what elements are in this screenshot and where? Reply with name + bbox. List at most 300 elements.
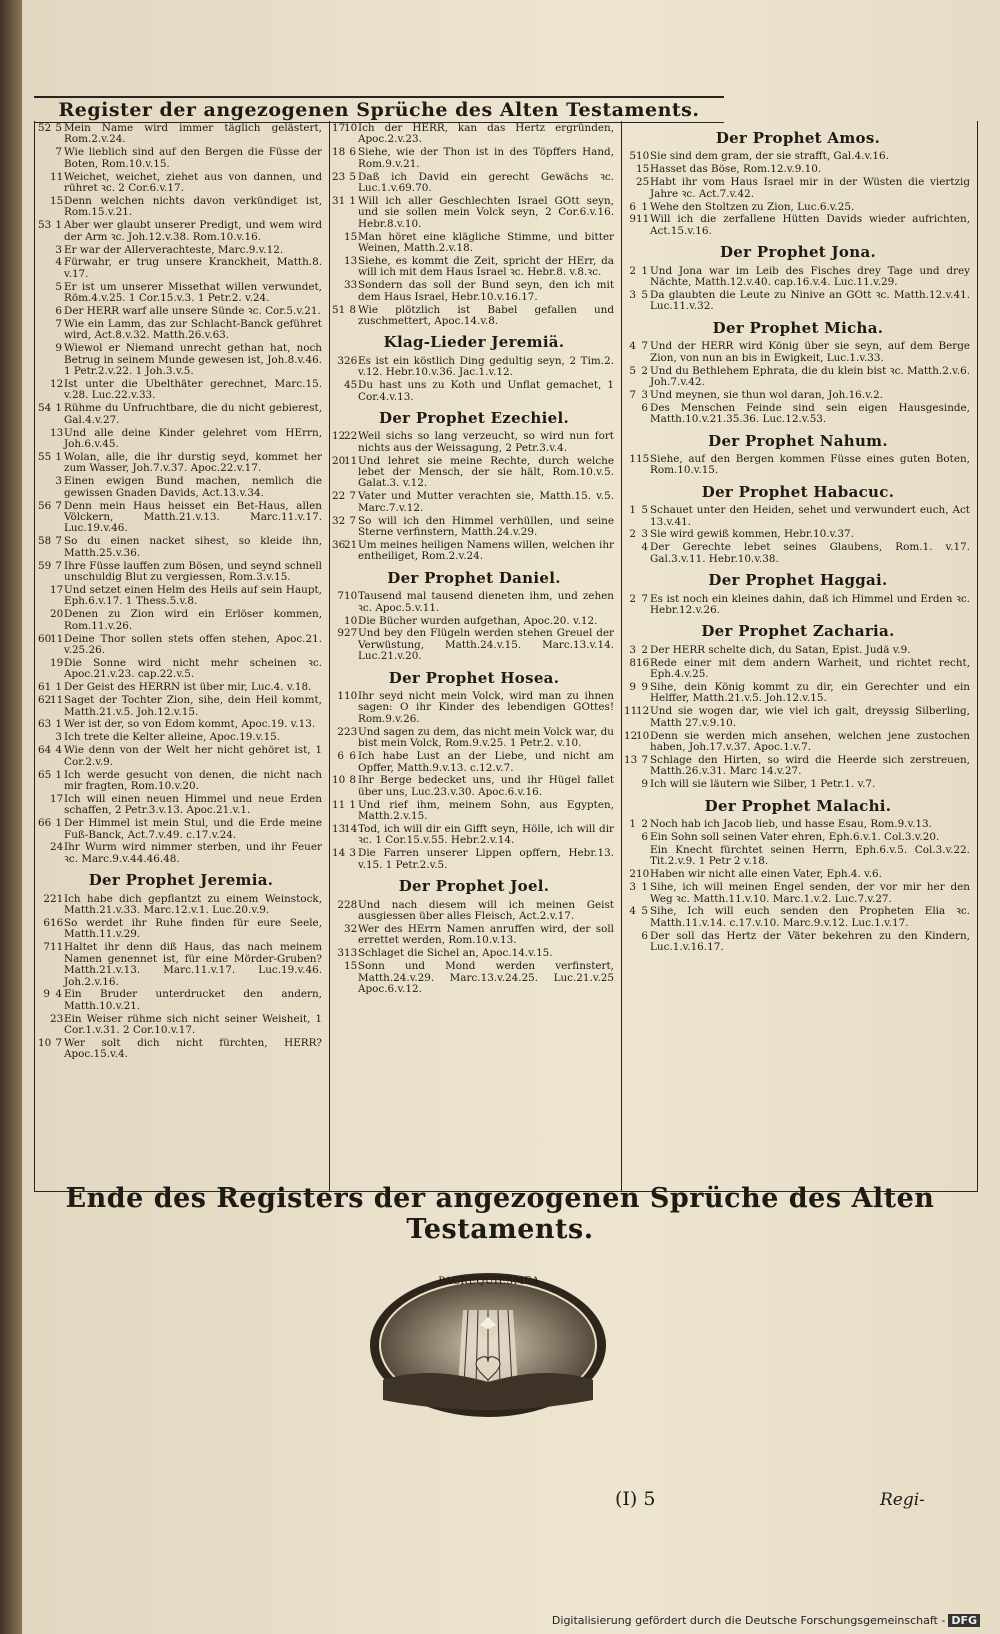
- verse-number: 10: [636, 868, 650, 881]
- entry-text: Und bey den Flügeln werden stehen Greuel der Verwüstung, Matth.24.v.15. Marc.13.v.14. Luc.21.v.20.: [358, 627, 614, 663]
- verse-number: 2: [641, 818, 648, 831]
- verse-number: 5: [55, 280, 62, 293]
- chapter-number: 3: [337, 947, 344, 960]
- vignette-motto: PACREQUIESMEA: [438, 1276, 540, 1287]
- entry-text: Sihe, Ich will euch senden den Propheten Elia ꝛc. Matth.11.v.14. c.17.v.10. Marc.9.v.12. Luc.1.v.17.: [650, 905, 970, 929]
- chapter-number: 61: [38, 681, 52, 694]
- register-entry: [40, 343, 322, 377]
- entry-text: Wer solt dich nicht fürchten, HERR? Apoc.15.v.4.: [64, 1037, 322, 1061]
- register-entry: [40, 306, 322, 317]
- entry-text: Da glaubten die Leute zu Ninive an GOtt ꝛc. Matth.12.v.41. Luc.11.v.32.: [650, 288, 970, 313]
- prophet-section-heading: Der Prophet Jona.: [719, 243, 876, 262]
- chapter-number: 2: [43, 892, 50, 905]
- verse-number: 11: [50, 694, 64, 707]
- chapter-number: 7: [43, 941, 50, 954]
- entry-text: Ihr seyd nicht mein Volck, wird man zu ihnen sagen: O ihr Kinder des lebendigen GOttes! Rom.9.v.26.: [358, 690, 614, 725]
- register-entry: [334, 147, 614, 170]
- chapter-number: 9: [629, 681, 636, 694]
- register-entry: [40, 220, 322, 243]
- chapter-number: 6: [43, 917, 50, 929]
- prophet-section-heading: Der Prophet Micha.: [712, 318, 884, 337]
- register-entry: [40, 695, 322, 718]
- register-entry: [334, 356, 614, 379]
- entry-text: Die Sonne wird nicht mehr scheinen ꝛc. Apoc.21.v.23. cap.22.v.5.: [64, 656, 322, 681]
- register-entry: [334, 123, 614, 146]
- chapter-number: 1: [337, 690, 344, 703]
- register-end-title: Ende des Registers der angezogenen Sprüche des Alten Testaments.: [65, 1183, 935, 1245]
- register-entry: [40, 536, 322, 559]
- verse-number: 17: [50, 583, 64, 596]
- verse-number: 16: [50, 917, 64, 929]
- entry-text: Die Bücher wurden aufgethan, Apoc.20. v.12.: [358, 614, 598, 627]
- verse-number: 7: [55, 1037, 62, 1050]
- chapter-number: 18: [332, 146, 346, 159]
- register-entry: [626, 832, 970, 843]
- register-entry: [334, 540, 614, 563]
- register-entry: [334, 900, 614, 923]
- prophet-section-heading: Der Prophet Haggai.: [708, 571, 888, 590]
- verse-number: 20: [50, 608, 64, 621]
- entry-text: Mein Name wird immer täglich gelästert, Rom.2.v.24.: [64, 122, 322, 146]
- verse-number: 5: [55, 122, 62, 134]
- chapter-number: 58: [38, 535, 52, 548]
- verse-number: 1: [55, 718, 62, 731]
- verse-number: 5: [641, 288, 648, 301]
- verse-number: 7: [641, 592, 648, 605]
- entry-text: Will ich aller Geschlechten Israel GOtt seyn, und sie sollen mein Volck seyn, 2 Cor.6.v.16. Hebr.8.v.10.: [358, 194, 614, 230]
- prophet-section-heading: Der Prophet Ezechiel.: [379, 408, 569, 427]
- entry-text: Man höret eine klägliche Stimme, und bitter Weinen, Matth.2.v.18.: [358, 230, 614, 255]
- verse-number: 5: [641, 504, 648, 517]
- chapter-number: 3: [337, 354, 344, 367]
- entry-text: Ich habe Lust an der Liebe, und nicht am Opffer, Matth.9.v.13. c.12.v.7.: [358, 750, 614, 774]
- verse-number: 1: [349, 194, 356, 207]
- chapter-number: 1: [629, 818, 636, 831]
- chapter-number: 12: [332, 430, 346, 443]
- verse-number: 10: [344, 122, 358, 134]
- prophet-section-heading: Der Prophet Jeremia.: [88, 871, 274, 890]
- register-entry: [334, 824, 614, 847]
- verse-number: 1: [55, 450, 62, 463]
- register-entry: [334, 431, 614, 454]
- catchword: Regi-: [880, 1490, 925, 1510]
- verse-number: 3: [349, 847, 356, 860]
- verse-number: 11: [636, 213, 650, 226]
- register-entry: [626, 906, 970, 929]
- verse-number: 1: [55, 402, 62, 415]
- chapter-number: 66: [38, 817, 52, 830]
- register-entry: [40, 658, 322, 681]
- chapter-number: 59: [38, 559, 52, 572]
- entry-text: Ein Knecht fürchtet seinen Herrn, Eph.6.v.5. Col.3.v.22. Tit.2.v.9. 1 Petr 2 v.18.: [650, 843, 970, 868]
- register-entry: [40, 319, 322, 342]
- register-entry: [626, 403, 970, 426]
- verse-number: 15: [50, 194, 64, 207]
- entry-text: Denn welchen nichts davon verkündiget ist, Rom.15.v.21.: [64, 194, 322, 219]
- entry-text: Tausend mal tausend dieneten ihm, und zehen ꝛc. Apoc.5.v.11.: [358, 590, 614, 614]
- entry-text: Sie sind dem gram, der sie strafft, Gal.4.v.16.: [650, 150, 889, 163]
- entry-text: Der HERR schelte dich, du Satan, Epist. Judä v.9.: [650, 643, 911, 656]
- verse-number: 7: [641, 753, 648, 766]
- entry-text: Ein Weiser rühme sich nicht seiner Weisheit, 1 Cor.1.v.31. 2 Cor.10.v.17.: [64, 1012, 322, 1037]
- chapter-number: 2: [337, 898, 344, 911]
- prophet-section-heading: Der Prophet Zacharia.: [701, 622, 895, 641]
- register-entry: [334, 628, 614, 662]
- entry-text: Wiewol er Niemand unrecht gethan hat, noch Betrug in seinem Munde gewesen ist, Joh.8.v.46. 1 Petr.2.v.22. 1 Joh.3.v.5.: [64, 342, 322, 378]
- verse-number: 8: [349, 774, 356, 787]
- entry-text: Ich der HERR, kan das Hertz ergründen, Apoc.2.v.23.: [358, 122, 614, 146]
- register-entry: [626, 214, 970, 237]
- register-entry: [626, 731, 970, 754]
- verse-number: 10: [636, 150, 650, 163]
- register-entry: [334, 491, 614, 514]
- entry-text: Und du Bethlehem Ephrata, die du klein bist ꝛc. Matth.2.v.6. Joh.7.v.42.: [650, 364, 970, 388]
- verse-number: 4: [641, 541, 648, 554]
- prophet-section-heading: Der Prophet Daniel.: [387, 568, 561, 587]
- verse-number: 21: [344, 539, 358, 551]
- chapter-number: 2: [629, 264, 636, 277]
- entry-text: Ihre Füsse lauffen zum Bösen, und seynd schnell unschuldig Blut zu vergiessen, Rom.3.v.15.: [64, 559, 322, 584]
- register-entry: [334, 280, 614, 303]
- verse-number: 7: [55, 146, 62, 159]
- register-entry: [626, 505, 970, 528]
- register-column-middle: [334, 123, 614, 997]
- entry-text: Es ist noch ein kleines dahin, daß ich Himmel und Erden ꝛc. Hebr.12.v.26.: [650, 592, 970, 616]
- register-entry: [334, 691, 614, 725]
- entry-text: Ich habe dich gepflantzt zu einem Weinstock, Matth.21.v.33. Marc.12.v.1. Luc.20.v.9.: [64, 892, 322, 917]
- digitization-footer: [552, 1614, 980, 1627]
- verse-number: 9: [641, 778, 648, 791]
- register-entry: [626, 151, 970, 162]
- register-entry: [40, 147, 322, 170]
- entry-text: So werdet ihr Ruhe finden für eure Seele, Matth.11.v.29.: [64, 917, 322, 941]
- register-entry: [334, 172, 614, 195]
- entry-text: Und rief ihm, meinem Sohn, aus Egypten, Matth.2.v.15.: [358, 798, 614, 823]
- verse-number: 1: [55, 219, 62, 232]
- entry-text: Wer ist der, so von Edom kommt, Apoc.19. v.13.: [64, 718, 316, 731]
- verse-number: 5: [349, 170, 356, 183]
- verse-number: 9: [641, 681, 648, 694]
- register-entry: [626, 706, 970, 729]
- entry-text: Schlaget die Sichel an, Apoc.14.v.15.: [358, 947, 553, 960]
- chapter-number: 31: [332, 194, 346, 207]
- verse-number: 22: [344, 430, 358, 443]
- signature-mark: (I) 5: [615, 1488, 656, 1510]
- register-entry: [40, 561, 322, 584]
- verse-number: 9: [55, 342, 62, 355]
- verse-number: 7: [55, 499, 62, 512]
- chapter-number: 3: [629, 643, 636, 656]
- chapter-number: 53: [38, 219, 52, 232]
- entry-text: Wie ein Lamm, das zur Schlacht-Banck geführet wird, Act.8.v.32. Matth.26.v.63.: [64, 318, 322, 342]
- entry-text: Wie plötzlich ist Babel gefallen und zuschmettert, Apoc.14.v.8.: [358, 303, 614, 327]
- register-entry: [626, 645, 970, 656]
- entry-text: Will ich die zerfallene Hütten Davids wieder aufrichten, Act.15.v.16.: [650, 213, 970, 237]
- register-entry: [40, 452, 322, 475]
- register-entry: [626, 266, 970, 289]
- chapter-number: 4: [629, 905, 636, 918]
- chapter-number: 11: [332, 798, 346, 811]
- chapter-number: 2: [337, 725, 344, 738]
- verse-number: 24: [50, 841, 64, 854]
- entry-text: Denn sie werden mich ansehen, welchen jene zustochen haben, Joh.17.v.37. Apoc.1.v.7.: [650, 729, 970, 754]
- chapter-number: 10: [38, 1037, 52, 1050]
- prophet-section-heading: Der Prophet Joel.: [398, 877, 550, 896]
- verse-number: 12: [50, 378, 64, 391]
- verse-number: 6: [349, 750, 356, 763]
- chapter-number: 1: [629, 452, 636, 465]
- entry-text: Rühme du Unfruchtbare, die du nicht gebierest, Gal.4.v.27.: [64, 402, 322, 426]
- entry-text: Der Himmel ist mein Stul, und die Erde meine Fuß-Banck, Act.7.v.49. c.17.v.24.: [64, 817, 322, 841]
- entry-text: Siehe, es kommt die Zeit, spricht der HErr, da will ich mit dem Haus Israel ꝛc. Hebr.8. v.8.ꝛc.: [358, 254, 614, 279]
- chapter-number: 64: [38, 744, 52, 757]
- chapter-number: 63: [38, 718, 52, 731]
- entry-text: Haben wir nicht alle einen Vater, Eph.4. v.6.: [650, 868, 882, 881]
- verse-number: 15: [344, 960, 358, 973]
- verse-number: 19: [50, 656, 64, 669]
- register-entry: [40, 842, 322, 865]
- chapter-number: 7: [337, 590, 344, 603]
- chapter-number: 13: [332, 823, 346, 836]
- chapter-number: 5: [629, 364, 636, 377]
- dfg-logo: DFG: [948, 1614, 980, 1627]
- entry-text: Ein Sohn soll seinen Vater ehren, Eph.6.v.1. Col.3.v.20.: [650, 831, 940, 843]
- verse-number: 1: [349, 798, 356, 811]
- verse-number: 14: [344, 823, 358, 836]
- chapter-number: 51: [332, 303, 346, 316]
- chapter-number: 13: [624, 753, 638, 766]
- verse-number: 16: [636, 656, 650, 669]
- verse-number: 1: [641, 200, 648, 213]
- chapter-number: 4: [629, 340, 636, 353]
- entry-text: Und der HERR wird König über sie seyn, auf dem Berge Zion, von nun an bis in Ewigkeit, Luc.1.v.33.: [650, 340, 970, 364]
- verse-number: 4: [55, 256, 62, 269]
- register-entry: [334, 800, 614, 823]
- verse-number: 23: [50, 1012, 64, 1025]
- chapter-number: 17: [332, 122, 346, 134]
- footer-text: Digitalisierung gefördert durch die Deutsche Forschungsgemeinschaft -: [551, 1614, 946, 1627]
- entry-text: Sie wird gewiß kommen, Hebr.10.v.37.: [650, 528, 854, 541]
- register-entry: [40, 634, 322, 657]
- verse-number: 7: [641, 340, 648, 353]
- register-entry: [626, 594, 970, 617]
- register-entry: [40, 719, 322, 730]
- verse-number: 33: [344, 279, 358, 292]
- entry-text: Und alle deine Kinder gelehret vom HErrn, Joh.6.v.45.: [64, 426, 322, 451]
- column-rule: [329, 121, 330, 1191]
- register-entry: [334, 775, 614, 798]
- register-entry: [40, 609, 322, 632]
- entry-text: Und nach diesem will ich meinen Geist ausgiessen über alles Fleisch, Act.2.v.17.: [358, 898, 614, 922]
- entry-text: Wehe den Stoltzen zu Zion, Luc.6.v.25.: [650, 200, 855, 213]
- chapter-number: 10: [332, 774, 346, 787]
- entry-text: Noch hab ich Jacob lieb, und hasse Esau, Rom.9.v.13.: [650, 818, 932, 831]
- verse-number: 7: [349, 514, 356, 527]
- verse-number: 10: [636, 729, 650, 742]
- register-entry: [334, 948, 614, 959]
- entry-text: Siehe, auf den Bergen kommen Füsse eines guten Boten, Rom.10.v.15.: [650, 452, 970, 477]
- register-entry: [334, 727, 614, 750]
- register-entry: [626, 658, 970, 681]
- register-entry: [626, 177, 970, 200]
- verse-number: 3: [641, 388, 648, 401]
- register-entry: [626, 542, 970, 565]
- entry-text: Schauet unter den Heiden, sehet und verwundert euch, Act 13.v.41.: [650, 504, 970, 528]
- register-column-right: [626, 123, 970, 955]
- chapter-number: 6: [337, 750, 344, 763]
- verse-number: 7: [349, 490, 356, 503]
- entry-text: Denn mein Haus heisset ein Bet-Haus, allen Völckern, Matth.21.v.13. Marc.11.v.17. Luc.19.v.46.: [64, 499, 322, 535]
- register-entry: [626, 290, 970, 313]
- register-entry: [334, 196, 614, 230]
- entry-text: Der HERR warf alle unsere Sünde ꝛc. Cor.5.v.21.: [64, 305, 321, 318]
- chapter-number: 5: [629, 150, 636, 163]
- verse-number: 1: [641, 881, 648, 894]
- chapter-number: 2: [629, 868, 636, 881]
- register-entry: [40, 682, 322, 693]
- chapter-number: 23: [332, 170, 346, 183]
- register-entry: [626, 202, 970, 213]
- entry-text: So du einen nacket sihest, so kleide ihn, Matth.25.v.36.: [64, 535, 322, 559]
- chapter-number: 7: [629, 388, 636, 401]
- chapter-number: 6: [629, 200, 636, 213]
- entry-text: Daß ich David ein gerecht Gewächs ꝛc. Luc.1.v.69.70.: [358, 170, 614, 195]
- verse-number: 2: [641, 364, 648, 377]
- entry-text: Einen ewigen Bund machen, nemlich die gewissen Gnaden Davids, Act.13.v.34.: [64, 475, 322, 499]
- prophet-section-heading: Der Prophet Habacuc.: [701, 482, 895, 501]
- chapter-number: 32: [332, 514, 346, 527]
- entry-text: Tod, ich will dir ein Gifft seyn, Hölle, ich will dir ꝛc. 1 Cor.15.v.55. Hebr.2.v.14.: [358, 823, 614, 847]
- entry-text: Ich will sie läutern wie Silber, 1 Petr.1. v.7.: [650, 778, 876, 791]
- verse-number: 15: [344, 230, 358, 243]
- chapter-number: 11: [624, 705, 638, 718]
- entry-text: Und sie wogen dar, wie viel ich galt, dreyssig Silberling, Matth 27.v.9.10.: [650, 705, 970, 729]
- register-entry: [40, 989, 322, 1012]
- verse-number: 23: [344, 725, 358, 738]
- verse-number: 17: [50, 792, 64, 805]
- register-entry: [40, 1014, 322, 1037]
- verse-number: 26: [344, 354, 358, 367]
- register-entry: [626, 454, 970, 477]
- prophet-section-heading: Der Prophet Hosea.: [388, 668, 560, 687]
- entry-text: Wolan, alle, die ihr durstig seyd, kommet her zum Wasser, Joh.7.v.37. Apoc.22.v.17.: [64, 450, 322, 475]
- entry-text: Die Farren unserer Lippen opffern, Hebr.13. v.15. 1 Petr.2.v.5.: [358, 847, 614, 871]
- entry-text: Des Menschen Feinde sind sein eigen Hausgesinde, Matth.10.v.21.35.36. Luc.12.v.53.: [650, 401, 970, 426]
- verse-number: 5: [641, 905, 648, 918]
- register-entry: [626, 882, 970, 905]
- verse-number: 11: [50, 170, 64, 183]
- verse-number: 1: [55, 768, 62, 781]
- register-entry: [40, 123, 322, 146]
- entry-text: Haltet ihr denn diß Haus, das nach meinem Namen genennet ist, für eine Mörder-Gruben? Matth.21.v.13. Marc.11.v.17. Luc.19.v.46. Joh.2.v.16.: [64, 941, 322, 988]
- register-entry: [40, 282, 322, 305]
- entry-text: Du hast uns zu Koth und Unflat gemachet, 1 Cor.4.v.13.: [358, 379, 614, 403]
- register-entry: [40, 818, 322, 841]
- chapter-number: 20: [332, 454, 346, 467]
- verse-number: 32: [344, 922, 358, 935]
- chapter-number: 60: [38, 632, 52, 645]
- register-entry: [334, 961, 614, 995]
- chapter-number: 2: [629, 528, 636, 541]
- verse-number: 7: [55, 559, 62, 572]
- register-entry: [40, 732, 322, 743]
- register-entry: [40, 770, 322, 793]
- verse-number: 12: [636, 705, 650, 718]
- verse-number: 27: [344, 627, 358, 640]
- register-entry: [40, 1038, 322, 1061]
- entry-text: Aber wer glaubt unserer Predigt, und wem wird der Arm ꝛc. Joh.12.v.38. Rom.10.v.16.: [64, 219, 322, 243]
- entry-text: Deine Thor sollen stets offen stehen, Apoc.21. v.25.26.: [64, 632, 322, 656]
- verse-number: 13: [344, 947, 358, 960]
- register-entry: [626, 819, 970, 830]
- entry-text: Und lehret sie meine Rechte, durch welche lebet der Mensch, der sie hält, Rom.10.v.5. Galat.3. v.12.: [358, 454, 614, 490]
- verse-number: 2: [641, 643, 648, 656]
- verse-number: 4: [55, 744, 62, 757]
- entry-text: Ihr Berge bedecket uns, und ihr Hügel fallet über uns, Luc.23.v.30. Apoc.6.v.16.: [358, 774, 614, 798]
- prophet-section-heading: Der Prophet Malachi.: [704, 796, 892, 815]
- entry-text: Und sagen zu dem, das nicht mein Volck war, du bist mein Volck, Rom.9.v.25. 1 Petr.2. v.10.: [358, 725, 614, 750]
- chapter-number: 54: [38, 402, 52, 415]
- register-entry: [40, 379, 322, 402]
- register-entry: [40, 257, 322, 280]
- register-entry: [334, 380, 614, 403]
- verse-number: 4: [55, 988, 62, 1001]
- verse-number: 8: [349, 303, 356, 316]
- register-entry: [40, 172, 322, 195]
- verse-number: 3: [55, 243, 62, 256]
- entry-text: Ich will einen neuen Himmel und neue Erden schaffen, 2 Petr.3.v.13. Apoc.21.v.1.: [64, 792, 322, 817]
- register-entry: [40, 428, 322, 451]
- prophet-section-heading: Klag-Lieder Jeremiä.: [383, 333, 565, 352]
- entry-text: Der Geist des HERRN ist über mir, Luc.4. v.18.: [64, 681, 312, 694]
- verse-number: 6: [641, 401, 648, 414]
- register-entry: [626, 931, 970, 954]
- verse-number: 13: [50, 426, 64, 439]
- entry-text: Ihr Wurm wird nimmer sterben, und ihr Feuer ꝛc. Marc.9.v.44.46.48.: [64, 841, 322, 865]
- chapter-number: 8: [629, 656, 636, 669]
- entry-text: Sihe, ich will meinen Engel senden, der vor mir her den Weg ꝛc. Matth.11.v.10. Marc.1.v.2. Luc.7.v.27.: [650, 881, 970, 905]
- chapter-number: 36: [332, 539, 346, 551]
- verse-number: 45: [344, 379, 358, 392]
- chapter-number: 65: [38, 768, 52, 781]
- chapter-number: 9: [629, 213, 636, 226]
- register-entry: [40, 745, 322, 768]
- verse-number: 15: [636, 452, 650, 465]
- printer-vignette: [368, 1270, 608, 1420]
- verse-number: 6: [641, 831, 648, 843]
- register-entry: [334, 516, 614, 539]
- entry-text: Wer des HErrn Namen anruffen wird, der soll errettet werden, Rom.10.v.13.: [358, 922, 614, 947]
- chapter-number: 55: [38, 450, 52, 463]
- register-entry: [626, 869, 970, 880]
- entry-text: Ein Bruder unterdrucket den andern, Matth.10.v.21.: [64, 988, 322, 1012]
- prophet-section-heading: Der Prophet Nahum.: [708, 431, 888, 450]
- register-entry: [334, 924, 614, 947]
- entry-text: Wie denn von der Welt her nicht gehöret ist, 1 Cor.2.v.9.: [64, 744, 322, 768]
- entry-text: Denen zu Zion wird ein Erlöser kommen, Rom.11.v.26.: [64, 608, 322, 632]
- register-entry: [40, 476, 322, 499]
- register-entry: [334, 848, 614, 871]
- entry-text: Wie lieblich sind auf den Bergen die Füsse der Boten, Rom.10.v.15.: [64, 146, 322, 170]
- chapter-number: 52: [38, 122, 52, 134]
- entry-text: Weichet, weichet, ziehet aus von dannen, und rühret ꝛc. 2 Cor.6.v.17.: [64, 170, 322, 195]
- register-entry: [334, 256, 614, 279]
- entry-text: Ich trete die Kelter alleine, Apoc.19.v.15.: [64, 731, 281, 744]
- entry-text: Vater und Mutter verachten sie, Matth.15. v.5. Marc.7.v.12.: [358, 490, 614, 514]
- chapter-number: 56: [38, 499, 52, 512]
- book-gutter: [0, 0, 22, 1634]
- entry-text: Und Jona war im Leib des Fisches drey Tage und drey Nächte, Matth.12.v.40. cap.16.v.4. Luc.11.v.29.: [650, 264, 970, 289]
